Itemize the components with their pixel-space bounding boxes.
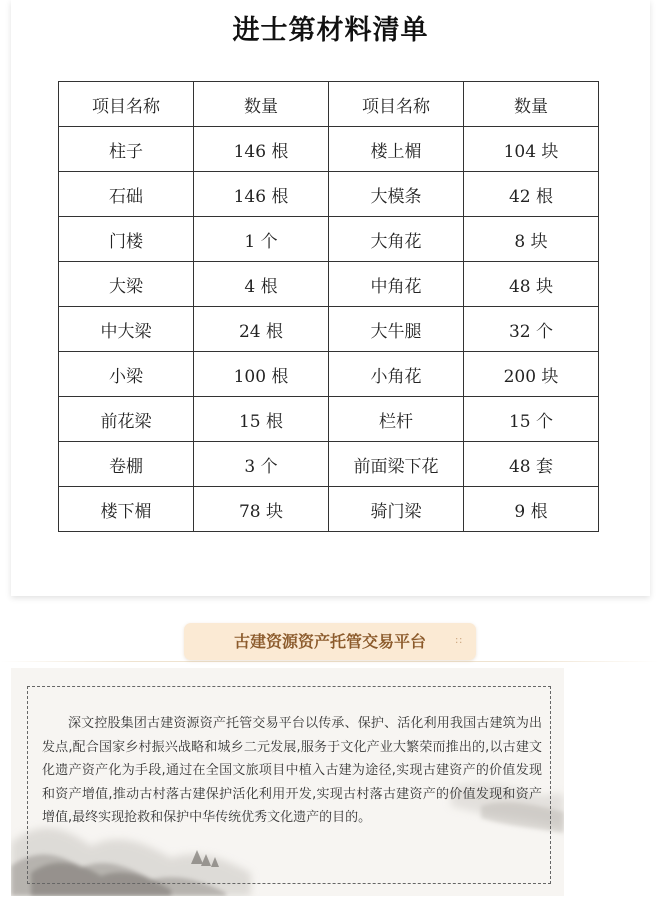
item-name-cell: 大角花 <box>329 217 464 262</box>
table-row <box>59 307 599 352</box>
banner-title: 古建资源资产托管交易平台 <box>233 632 426 651</box>
quantity-cell: 78 块 <box>194 487 329 532</box>
item-name-cell: 柱子 <box>59 127 194 172</box>
platform-description: 深文控股集团古建资源资产托管交易平台以传承、保护、活化利用我国古建筑为出发点,配合国家乡村振兴战略和城乡二元发展,服务于文化产业大繁荣而推出的,以古建文化遗产资产化为手段,通过在全国文旅项目中植入古建为途径,实现古建资产的价值发现和资产增值,推动古村落古建保护活化利用开发,实现古村落古建资产的价值发现和资产增值,最终实现抢救和保护中华传统优秀文化遗产的目的。 <box>42 716 542 825</box>
section-banner <box>184 623 476 660</box>
item-name-cell: 楼下楣 <box>59 487 194 532</box>
column-header-quantity: 数量 <box>194 82 329 127</box>
item-name-cell: 中大梁 <box>59 307 194 352</box>
quantity-cell: 9 根 <box>464 487 599 532</box>
column-header-item-name: 项目名称 <box>329 82 464 127</box>
quantity-cell: 24 根 <box>194 307 329 352</box>
quantity-cell: 8 块 <box>464 217 599 262</box>
banner-divider <box>0 661 659 662</box>
item-name-cell: 前花梁 <box>59 397 194 442</box>
column-header-quantity: 数量 <box>464 82 599 127</box>
item-name-cell: 大模条 <box>329 172 464 217</box>
quantity-cell: 104 块 <box>464 127 599 172</box>
table-row <box>59 172 599 217</box>
item-name-cell: 卷棚 <box>59 442 194 487</box>
quantity-cell: 100 根 <box>194 352 329 397</box>
decorative-dots-icon: ∷ <box>455 636 462 647</box>
quantity-cell: 15 个 <box>464 397 599 442</box>
table-row <box>59 352 599 397</box>
item-name-cell: 小梁 <box>59 352 194 397</box>
item-name-cell: 骑门梁 <box>329 487 464 532</box>
quantity-cell: 15 根 <box>194 397 329 442</box>
item-name-cell: 石础 <box>59 172 194 217</box>
table-row <box>59 487 599 532</box>
quantity-cell: 42 根 <box>464 172 599 217</box>
column-header-item-name: 项目名称 <box>59 82 194 127</box>
item-name-cell: 门楼 <box>59 217 194 262</box>
table-row <box>59 397 599 442</box>
item-name-cell: 楼上楣 <box>329 127 464 172</box>
quantity-cell: 200 块 <box>464 352 599 397</box>
quantity-cell: 1 个 <box>194 217 329 262</box>
quantity-cell: 48 块 <box>464 262 599 307</box>
table-row <box>59 442 599 487</box>
quantity-cell: 3 个 <box>194 442 329 487</box>
quantity-cell: 48 套 <box>464 442 599 487</box>
quantity-cell: 146 根 <box>194 127 329 172</box>
section-banner-area <box>0 620 659 664</box>
materials-table <box>58 81 599 532</box>
quantity-cell: 4 根 <box>194 262 329 307</box>
item-name-cell: 大梁 <box>59 262 194 307</box>
item-name-cell: 大牛腿 <box>329 307 464 352</box>
table-row <box>59 217 599 262</box>
table-header-row <box>59 82 599 127</box>
quantity-cell: 32 个 <box>464 307 599 352</box>
materials-card <box>11 0 650 596</box>
item-name-cell: 栏杆 <box>329 397 464 442</box>
table-row <box>59 262 599 307</box>
description-panel <box>11 668 564 896</box>
quantity-cell: 146 根 <box>194 172 329 217</box>
item-name-cell: 小角花 <box>329 352 464 397</box>
page-title: 进士第材料清单 <box>232 15 429 46</box>
table-row <box>59 127 599 172</box>
item-name-cell: 中角花 <box>329 262 464 307</box>
item-name-cell: 前面梁下花 <box>329 442 464 487</box>
